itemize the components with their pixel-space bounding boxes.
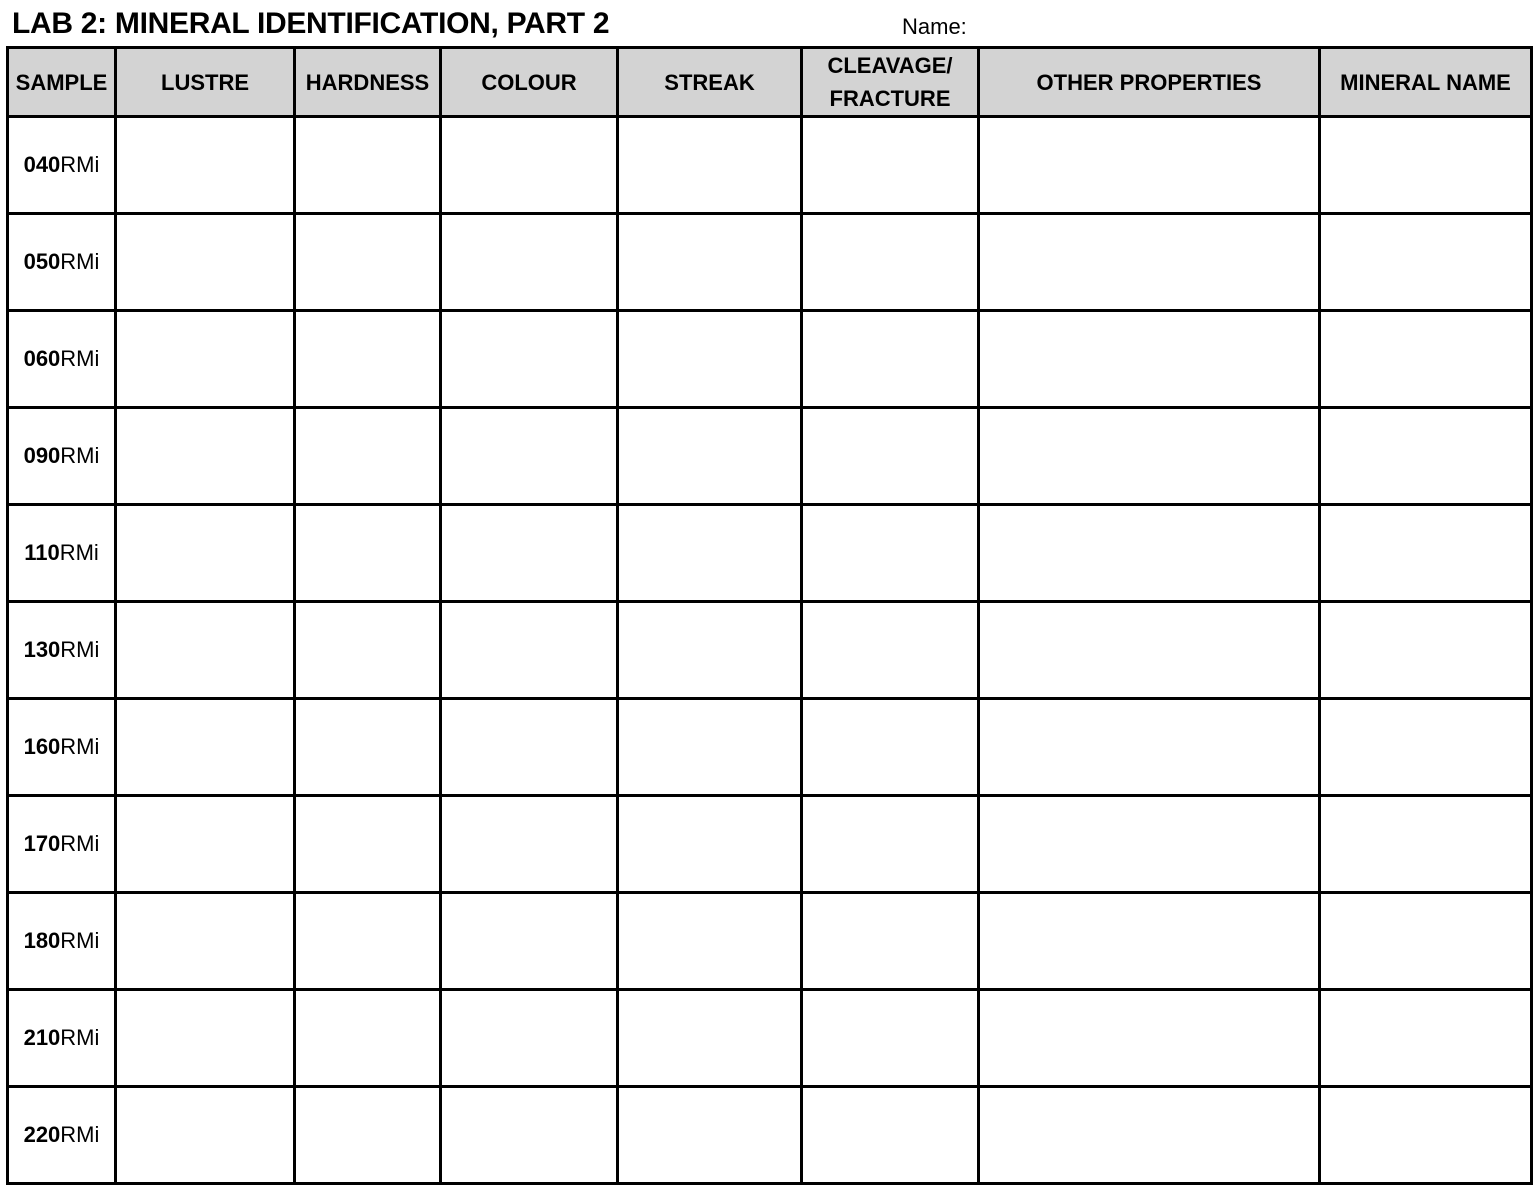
sample-suffix: RMi [59, 540, 99, 565]
column-header-mineral-name: MINERAL NAME [1320, 48, 1532, 117]
sample-number: 130 [23, 637, 61, 662]
lustre-cell[interactable] [116, 505, 295, 602]
cleavage-fracture-cell[interactable] [802, 893, 979, 990]
sample-suffix: RMi [60, 831, 100, 856]
sample-id-cell [8, 796, 116, 893]
column-header-sample: SAMPLE [8, 48, 116, 117]
cleavage-fracture-cell[interactable] [802, 311, 979, 408]
sample-number: 170 [23, 831, 61, 856]
colour-cell[interactable] [441, 1087, 618, 1184]
cleavage-fracture-cell[interactable] [802, 602, 979, 699]
column-header-lustre: LUSTRE [116, 48, 295, 117]
table-row [8, 699, 1532, 796]
sample-id-cell [8, 602, 116, 699]
hardness-cell[interactable] [295, 311, 441, 408]
sample-suffix: RMi [60, 637, 100, 662]
mineral-name-cell[interactable] [1320, 602, 1532, 699]
other-properties-cell[interactable] [979, 408, 1320, 505]
sample-number: 060 [23, 346, 61, 371]
lustre-cell[interactable] [116, 214, 295, 311]
lustre-cell[interactable] [116, 796, 295, 893]
sample-suffix: RMi [60, 346, 100, 371]
table-row [8, 311, 1532, 408]
streak-cell[interactable] [618, 796, 802, 893]
other-properties-cell[interactable] [979, 1087, 1320, 1184]
other-properties-cell[interactable] [979, 602, 1320, 699]
table-row [8, 214, 1532, 311]
table-row [8, 1087, 1532, 1184]
lustre-cell[interactable] [116, 893, 295, 990]
mineral-identification-table [6, 46, 1533, 1185]
sample-number: 220 [23, 1122, 61, 1147]
table-row [8, 990, 1532, 1087]
sample-id-cell [8, 1087, 116, 1184]
hardness-cell[interactable] [295, 602, 441, 699]
cleavage-fracture-cell[interactable] [802, 796, 979, 893]
streak-cell[interactable] [618, 311, 802, 408]
other-properties-cell[interactable] [979, 893, 1320, 990]
sample-id-cell [8, 311, 116, 408]
colour-cell[interactable] [441, 408, 618, 505]
hardness-cell[interactable] [295, 505, 441, 602]
hardness-cell[interactable] [295, 699, 441, 796]
lustre-cell[interactable] [116, 1087, 295, 1184]
table-row [8, 408, 1532, 505]
sample-id-cell [8, 408, 116, 505]
sample-suffix: RMi [60, 1025, 100, 1050]
column-header-hardness: HARDNESS [295, 48, 441, 117]
sample-number: 040 [23, 152, 61, 177]
colour-cell[interactable] [441, 311, 618, 408]
sample-id-cell [8, 699, 116, 796]
mineral-name-cell[interactable] [1320, 117, 1532, 214]
streak-cell[interactable] [618, 1087, 802, 1184]
hardness-cell[interactable] [295, 214, 441, 311]
cleavage-fracture-cell[interactable] [802, 117, 979, 214]
streak-cell[interactable] [618, 214, 802, 311]
column-header-cleavage-fracture: CLEAVAGE/ FRACTURE [802, 48, 979, 117]
cleavage-fracture-cell[interactable] [802, 505, 979, 602]
header-row [8, 48, 1532, 117]
mineral-name-cell[interactable] [1320, 893, 1532, 990]
colour-cell[interactable] [441, 796, 618, 893]
sample-number: 050 [23, 249, 61, 274]
colour-cell[interactable] [441, 893, 618, 990]
sample-suffix: RMi [60, 152, 100, 177]
colour-cell[interactable] [441, 699, 618, 796]
hardness-cell[interactable] [295, 117, 441, 214]
mineral-name-cell[interactable] [1320, 699, 1532, 796]
other-properties-cell[interactable] [979, 214, 1320, 311]
streak-cell[interactable] [618, 505, 802, 602]
page-title: LAB 2: MINERAL IDENTIFICATION, PART 2 [12, 7, 610, 40]
mineral-name-cell[interactable] [1320, 505, 1532, 602]
table-row [8, 505, 1532, 602]
sample-number: 180 [23, 928, 61, 953]
colour-cell[interactable] [441, 214, 618, 311]
lustre-cell[interactable] [116, 602, 295, 699]
column-header-streak: STREAK [618, 48, 802, 117]
streak-cell[interactable] [618, 602, 802, 699]
other-properties-cell[interactable] [979, 505, 1320, 602]
lustre-cell[interactable] [116, 699, 295, 796]
cleavage-fracture-cell[interactable] [802, 990, 979, 1087]
other-properties-cell[interactable] [979, 990, 1320, 1087]
hardness-cell[interactable] [295, 796, 441, 893]
table-row [8, 117, 1532, 214]
streak-cell[interactable] [618, 117, 802, 214]
hardness-cell[interactable] [295, 990, 441, 1087]
hardness-cell[interactable] [295, 408, 441, 505]
lustre-cell[interactable] [116, 408, 295, 505]
sample-id-cell [8, 214, 116, 311]
sample-suffix: RMi [60, 443, 100, 468]
other-properties-cell[interactable] [979, 117, 1320, 214]
mineral-name-cell[interactable] [1320, 1087, 1532, 1184]
streak-cell[interactable] [618, 893, 802, 990]
sample-id-cell [8, 505, 116, 602]
name-label: Name: [902, 14, 967, 39]
cleavage-fracture-cell[interactable] [802, 1087, 979, 1184]
sample-suffix: RMi [60, 1122, 100, 1147]
sample-number: 210 [23, 1025, 61, 1050]
sample-id-cell [8, 117, 116, 214]
colour-cell[interactable] [441, 602, 618, 699]
mineral-name-cell[interactable] [1320, 990, 1532, 1087]
colour-cell[interactable] [441, 505, 618, 602]
mineral-name-cell[interactable] [1320, 214, 1532, 311]
other-properties-cell[interactable] [979, 796, 1320, 893]
lustre-cell[interactable] [116, 117, 295, 214]
sample-suffix: RMi [60, 249, 100, 274]
sample-number: 110 [24, 540, 60, 565]
mineral-name-cell[interactable] [1320, 311, 1532, 408]
sample-suffix: RMi [60, 734, 100, 759]
sample-number: 090 [23, 443, 61, 468]
mineral-name-cell[interactable] [1320, 408, 1532, 505]
cleavage-fracture-cell[interactable] [802, 214, 979, 311]
column-header-other-properties: OTHER PROPERTIES [979, 48, 1320, 117]
sample-id-cell [8, 990, 116, 1087]
streak-cell[interactable] [618, 699, 802, 796]
streak-cell[interactable] [618, 408, 802, 505]
other-properties-cell[interactable] [979, 699, 1320, 796]
other-properties-cell[interactable] [979, 311, 1320, 408]
colour-cell[interactable] [441, 990, 618, 1087]
column-header-colour: COLOUR [441, 48, 618, 117]
cleavage-fracture-cell[interactable] [802, 699, 979, 796]
sample-suffix: RMi [60, 928, 100, 953]
cleavage-fracture-cell[interactable] [802, 408, 979, 505]
lustre-cell[interactable] [116, 990, 295, 1087]
table-row [8, 602, 1532, 699]
table-row [8, 893, 1532, 990]
table-row [8, 796, 1532, 893]
lustre-cell[interactable] [116, 311, 295, 408]
hardness-cell[interactable] [295, 893, 441, 990]
colour-cell[interactable] [441, 117, 618, 214]
hardness-cell[interactable] [295, 1087, 441, 1184]
streak-cell[interactable] [618, 990, 802, 1087]
sample-number: 160 [23, 734, 61, 759]
sample-id-cell [8, 893, 116, 990]
mineral-name-cell[interactable] [1320, 796, 1532, 893]
